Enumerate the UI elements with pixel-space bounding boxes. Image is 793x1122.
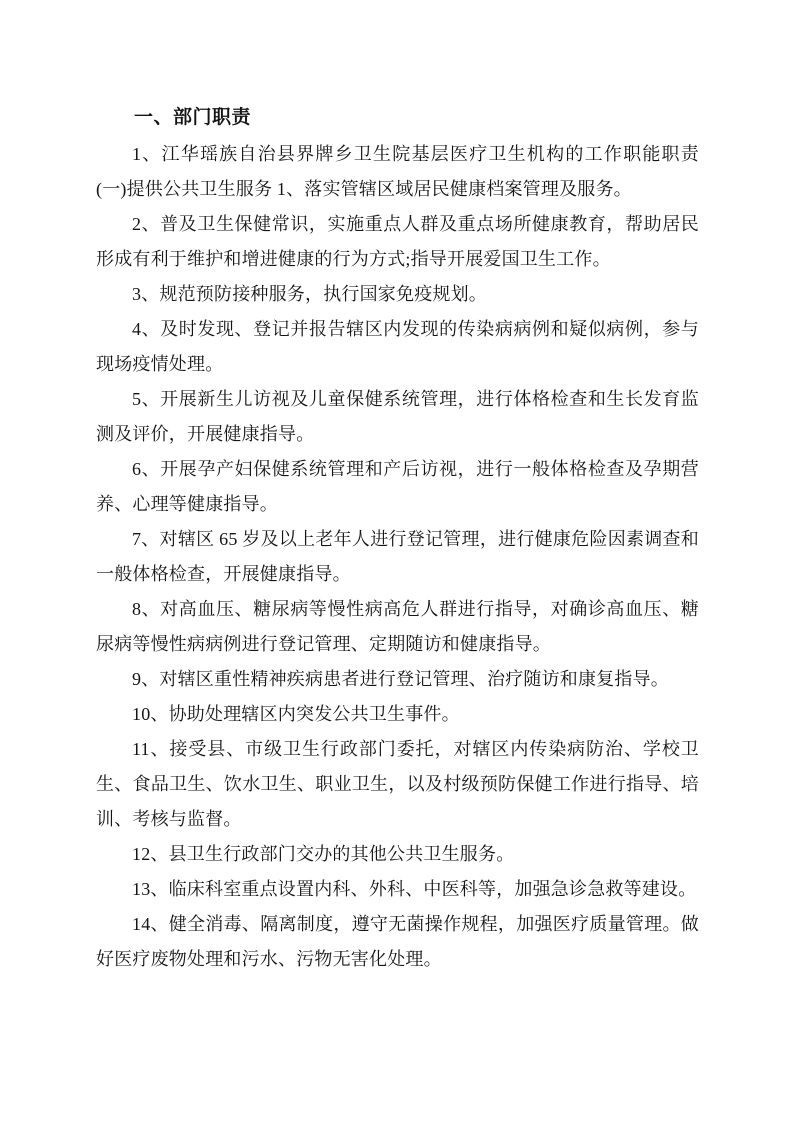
paragraph-13: 13、临床科室重点设置内科、外科、中医科等，加强急诊急救等建设。 <box>132 879 697 899</box>
paragraph-5: 5、开展新生儿访视及儿童保健系统管理，进行体格检查和生长发育监测及评价，开展健康指导。 <box>96 389 699 444</box>
paragraph-8: 8、对高血压、糖尿病等慢性病高危人群进行指导，对确诊高血压、糖尿病等慢性病病例进行登记管理、定期随访和健康指导。 <box>96 599 699 654</box>
paragraph-12: 12、县卫生行政部门交办的其他公共卫生服务。 <box>132 844 515 864</box>
paragraph-6: 6、开展孕产妇保健系统管理和产后访视，进行一般体格检查及孕期营养、心理等健康指导。 <box>96 459 699 514</box>
paragraph-11: 11、接受县、市级卫生行政部门委托，对辖区内传染病防治、学校卫生、食品卫生、饮水卫生、职业卫生，以及村级预防保健工作进行指导、培训、考核与监督。 <box>96 739 699 829</box>
paragraph-9: 9、对辖区重性精神疾病患者进行登记管理、治疗随访和康复指导。 <box>132 669 669 689</box>
paragraph-7: 7、对辖区 65 岁及以上老年人进行登记管理，进行健康危险因素调查和一般体格检查，开展健康指导。 <box>96 529 699 584</box>
paragraph-14: 14、健全消毒、隔离制度，遵守无菌操作规程，加强医疗质量管理。做好医疗废物处理和污水、污物无害化处理。 <box>96 914 699 969</box>
paragraph-2: 2、普及卫生保健常识，实施重点人群及重点场所健康教育，帮助居民形成有利于维护和增进健康的行为方式;指导开展爱国卫生工作。 <box>96 214 699 269</box>
paragraph-4: 4、及时发现、登记并报告辖区内发现的传染病病例和疑似病例，参与现场疫情处理。 <box>96 319 699 374</box>
paragraph-1: 1、江华瑶族自治县界牌乡卫生院基层医疗卫生机构的工作职能职责(一)提供公共卫生服务 1、落实管辖区域居民健康档案管理及服务。 <box>96 144 699 199</box>
paragraph-10: 10、协助处理辖区内突发公共卫生事件。 <box>132 704 460 724</box>
paragraph-3: 3、规范预防接种服务，执行国家免疫规划。 <box>132 284 487 304</box>
document-title: 一、部门职责 <box>134 107 252 128</box>
